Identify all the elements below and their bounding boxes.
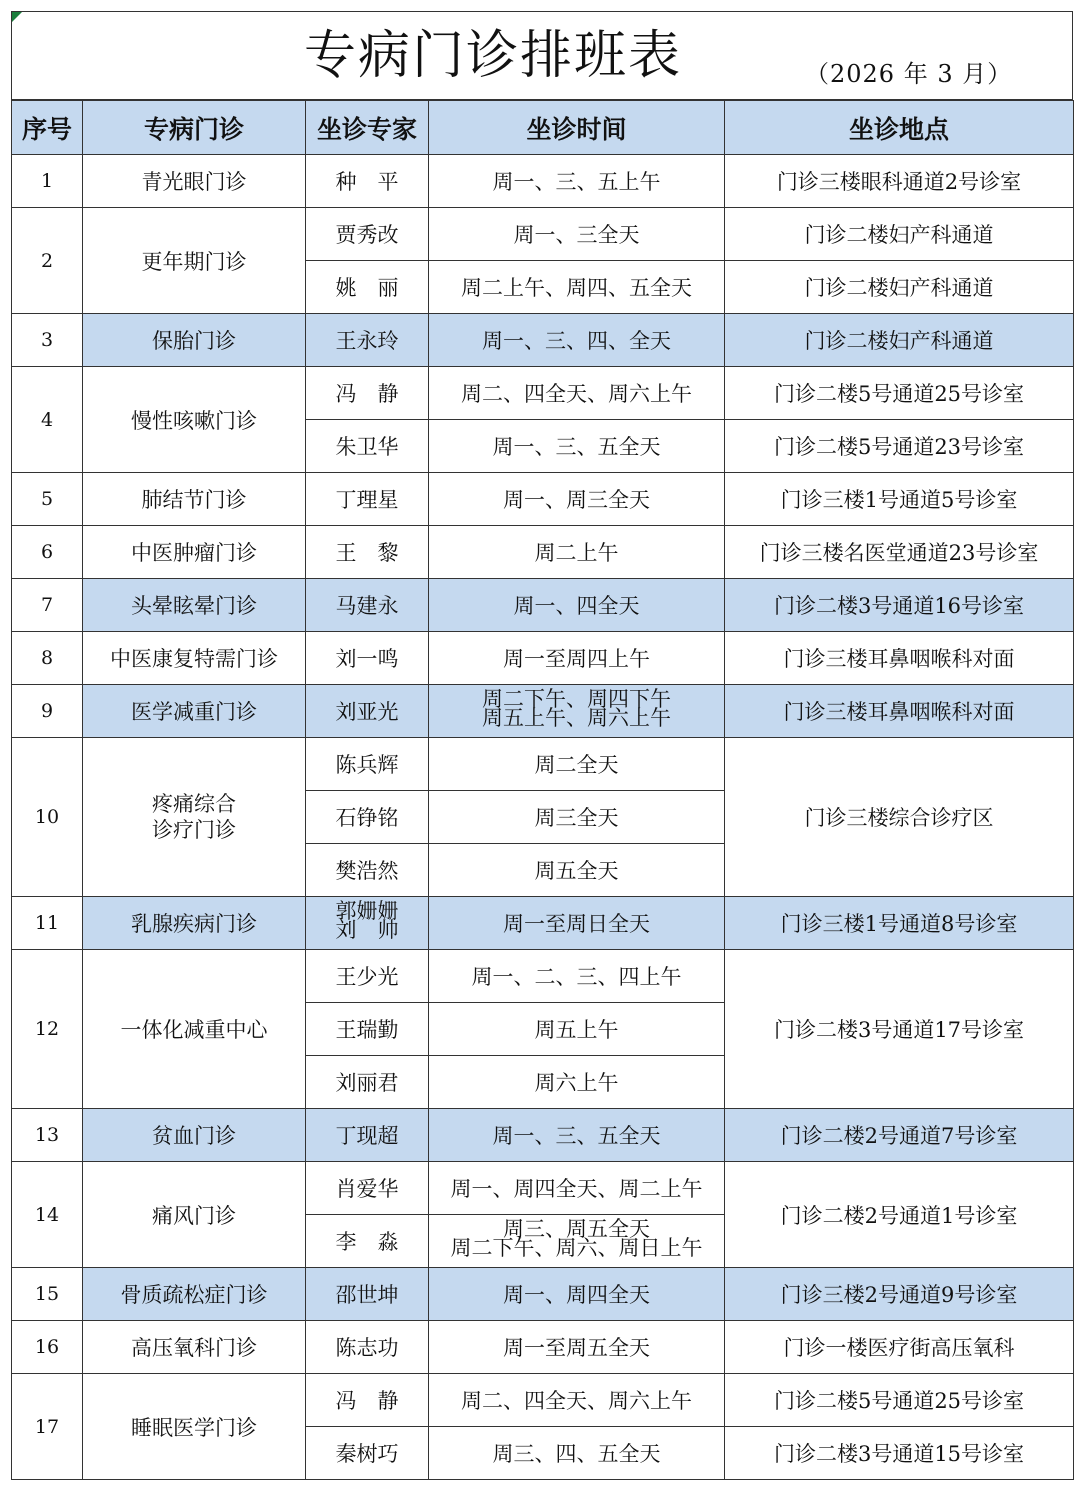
clinic-name: 保胎门诊 [83, 314, 306, 367]
clinic-location: 门诊二楼5号通道25号诊室 [725, 367, 1074, 420]
row-number: 15 [12, 1268, 83, 1321]
expert-name: 王瑞勤 [306, 1003, 429, 1056]
clinic-name: 乳腺疾病门诊 [83, 897, 306, 950]
clinic-time: 周五上午 [429, 1003, 725, 1056]
clinic-location: 门诊三楼综合诊疗区 [725, 738, 1074, 897]
clinic-time: 周一、四全天 [429, 579, 725, 632]
expert-name: 李 淼 [306, 1215, 429, 1268]
clinic-time: 周一至周五全天 [429, 1321, 725, 1374]
row-number: 16 [12, 1321, 83, 1374]
table-row [12, 1374, 1074, 1427]
table-row [12, 950, 1074, 1003]
cell-line: 诊疗门诊 [152, 818, 236, 842]
table-row [12, 473, 1074, 526]
clinic-location: 门诊二楼2号通道7号诊室 [725, 1109, 1074, 1162]
expert-name: 姚 丽 [306, 261, 429, 314]
cell-line: 疼痛综合 [152, 792, 236, 816]
clinic-location: 门诊一楼医疗街高压氧科 [725, 1321, 1074, 1374]
clinic-time: 周二上午、周四、五全天 [429, 261, 725, 314]
clinic-location: 门诊三楼1号通道8号诊室 [725, 897, 1074, 950]
clinic-time: 周二、四全天、周六上午 [429, 367, 725, 420]
expert-name: 肖爱华 [306, 1162, 429, 1215]
table-row [12, 208, 1074, 261]
clinic-location: 门诊二楼2号通道1号诊室 [725, 1162, 1074, 1268]
title-row [11, 11, 1073, 100]
clinic-time: 周一、三、五全天 [429, 420, 725, 473]
row-number: 13 [12, 1109, 83, 1162]
expert-name: 贾秀改 [306, 208, 429, 261]
clinic-name: 更年期门诊 [83, 208, 306, 314]
clinic-location: 门诊二楼3号通道15号诊室 [725, 1427, 1074, 1480]
schedule-body [12, 155, 1074, 1480]
clinic-time: 周六上午 [429, 1056, 725, 1109]
cell-line: 郭姗姗 [335, 899, 399, 923]
expert-name [306, 897, 429, 950]
row-number: 11 [12, 897, 83, 950]
table-row [12, 579, 1074, 632]
clinic-time: 周一、三全天 [429, 208, 725, 261]
expert-name: 樊浩然 [306, 844, 429, 897]
expert-name: 石铮铭 [306, 791, 429, 844]
clinic-time: 周二、四全天、周六上午 [429, 1374, 725, 1427]
expert-name: 王少光 [306, 950, 429, 1003]
cell-line: 周二下午、周四下午 [482, 687, 671, 711]
table-row [12, 155, 1074, 208]
clinic-time [429, 685, 725, 738]
expert-name: 丁现超 [306, 1109, 429, 1162]
clinic-location: 门诊三楼眼科通道2号诊室 [725, 155, 1074, 208]
table-row [12, 314, 1074, 367]
expert-name: 秦树巧 [306, 1427, 429, 1480]
schedule-table [11, 100, 1074, 1480]
table-row [12, 1109, 1074, 1162]
cell-line: 周二下午、周六、周日上午 [450, 1236, 703, 1260]
clinic-location: 门诊三楼名医堂通道23号诊室 [725, 526, 1074, 579]
expert-name: 冯 静 [306, 1374, 429, 1427]
row-number: 5 [12, 473, 83, 526]
clinic-time: 周二上午 [429, 526, 725, 579]
header-clinic: 专病门诊 [83, 101, 306, 155]
clinic-name: 睡眠医学门诊 [83, 1374, 306, 1480]
header-row [12, 101, 1074, 155]
row-number: 8 [12, 632, 83, 685]
clinic-location: 门诊二楼3号通道17号诊室 [725, 950, 1074, 1109]
clinic-time: 周一、三、五上午 [429, 155, 725, 208]
header-time: 坐诊时间 [429, 101, 725, 155]
clinic-location: 门诊三楼耳鼻咽喉科对面 [725, 685, 1074, 738]
expert-name: 陈志功 [306, 1321, 429, 1374]
clinic-location: 门诊二楼5号通道25号诊室 [725, 1374, 1074, 1427]
cell-line: 周五上午、周六上午 [482, 706, 671, 730]
clinic-time [429, 1215, 725, 1268]
page-title: 专病门诊排班表 [303, 26, 682, 86]
expert-name: 刘亚光 [306, 685, 429, 738]
clinic-location: 门诊二楼5号通道23号诊室 [725, 420, 1074, 473]
clinic-location: 门诊二楼妇产科通道 [725, 208, 1074, 261]
clinic-name: 头晕眩晕门诊 [83, 579, 306, 632]
table-row [12, 526, 1074, 579]
header-expert: 坐诊专家 [306, 101, 429, 155]
clinic-time: 周一、周四全天、周二上午 [429, 1162, 725, 1215]
expert-name: 丁理星 [306, 473, 429, 526]
clinic-time: 周一、周四全天 [429, 1268, 725, 1321]
clinic-time: 周三全天 [429, 791, 725, 844]
expert-name: 陈兵辉 [306, 738, 429, 791]
row-number: 17 [12, 1374, 83, 1480]
clinic-time: 周一、三、四、全天 [429, 314, 725, 367]
row-number: 9 [12, 685, 83, 738]
expert-name: 种 平 [306, 155, 429, 208]
expert-name: 刘一鸣 [306, 632, 429, 685]
cell-selection-marker [12, 12, 22, 22]
clinic-location: 门诊三楼1号通道5号诊室 [725, 473, 1074, 526]
clinic-name: 青光眼门诊 [83, 155, 306, 208]
clinic-name: 骨质疏松症门诊 [83, 1268, 306, 1321]
row-number: 6 [12, 526, 83, 579]
cell-line: 周三、周五全天 [503, 1217, 650, 1241]
table-row [12, 1321, 1074, 1374]
clinic-name: 慢性咳嗽门诊 [83, 367, 306, 473]
clinic-name: 贫血门诊 [83, 1109, 306, 1162]
clinic-name: 痛风门诊 [83, 1162, 306, 1268]
expert-name: 邵世坤 [306, 1268, 429, 1321]
table-row [12, 897, 1074, 950]
clinic-name [83, 738, 306, 897]
page-subtitle: （2026 年 3 月） [805, 60, 1013, 88]
clinic-name: 肺结节门诊 [83, 473, 306, 526]
row-number: 14 [12, 1162, 83, 1268]
clinic-time: 周一至周日全天 [429, 897, 725, 950]
expert-name: 王 黎 [306, 526, 429, 579]
cell-line: 刘 帅 [335, 918, 399, 942]
table-row [12, 685, 1074, 738]
clinic-time: 周一、二、三、四上午 [429, 950, 725, 1003]
table-row [12, 1268, 1074, 1321]
clinic-time: 周一、周三全天 [429, 473, 725, 526]
table-row [12, 1162, 1074, 1215]
schedule-sheet [11, 11, 1073, 1499]
clinic-time: 周一至周四上午 [429, 632, 725, 685]
row-number: 3 [12, 314, 83, 367]
clinic-time: 周五全天 [429, 844, 725, 897]
clinic-location: 门诊二楼3号通道16号诊室 [725, 579, 1074, 632]
header-number: 序号 [12, 101, 83, 155]
clinic-location: 门诊二楼妇产科通道 [725, 261, 1074, 314]
clinic-name: 中医肿瘤门诊 [83, 526, 306, 579]
expert-name: 马建永 [306, 579, 429, 632]
clinic-time: 周二全天 [429, 738, 725, 791]
expert-name: 刘丽君 [306, 1056, 429, 1109]
row-number: 1 [12, 155, 83, 208]
row-number: 10 [12, 738, 83, 897]
table-row [12, 738, 1074, 791]
row-number: 7 [12, 579, 83, 632]
clinic-name: 高压氧科门诊 [83, 1321, 306, 1374]
header-location: 坐诊地点 [725, 101, 1074, 155]
clinic-location: 门诊二楼妇产科通道 [725, 314, 1074, 367]
table-row [12, 632, 1074, 685]
clinic-time: 周一、三、五全天 [429, 1109, 725, 1162]
clinic-name: 一体化减重中心 [83, 950, 306, 1109]
clinic-name: 中医康复特需门诊 [83, 632, 306, 685]
expert-name: 冯 静 [306, 367, 429, 420]
expert-name: 朱卫华 [306, 420, 429, 473]
expert-name: 王永玲 [306, 314, 429, 367]
row-number: 12 [12, 950, 83, 1109]
clinic-location: 门诊三楼耳鼻咽喉科对面 [725, 632, 1074, 685]
row-number: 2 [12, 208, 83, 314]
clinic-time: 周三、四、五全天 [429, 1427, 725, 1480]
table-row [12, 367, 1074, 420]
clinic-location: 门诊三楼2号通道9号诊室 [725, 1268, 1074, 1321]
row-number: 4 [12, 367, 83, 473]
clinic-name: 医学减重门诊 [83, 685, 306, 738]
